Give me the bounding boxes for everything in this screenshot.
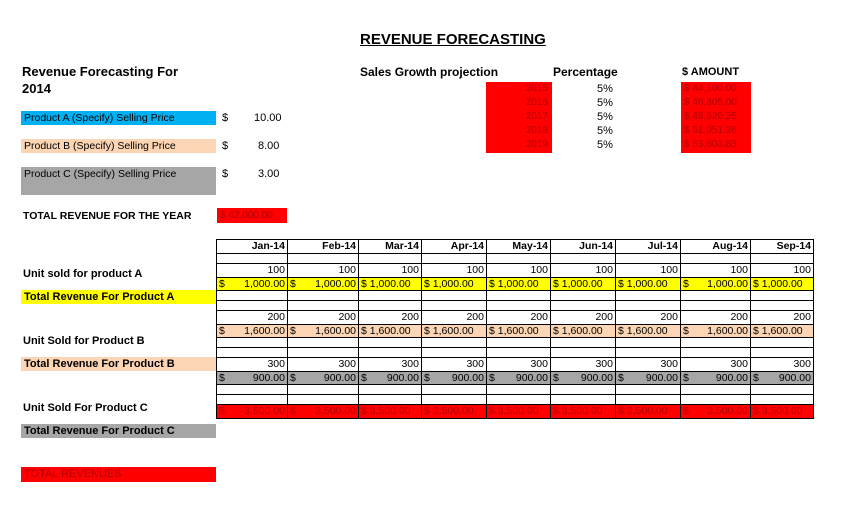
total-all-cell[interactable] bbox=[487, 405, 551, 419]
total-c-cell[interactable] bbox=[288, 372, 359, 385]
empty-cell[interactable] bbox=[751, 338, 814, 348]
growth-year-2017[interactable]: 2017 bbox=[486, 110, 552, 124]
units-c-cell[interactable]: 300 bbox=[422, 358, 487, 372]
cell-amount-part: 900.00 bbox=[252, 372, 285, 384]
units-a-label: Unit sold for product A bbox=[23, 268, 143, 280]
empty-cell[interactable] bbox=[681, 338, 751, 348]
empty-cell[interactable] bbox=[288, 348, 359, 358]
units-c-label: Unit Sold For Product C bbox=[23, 402, 148, 414]
units-a-cell[interactable]: 100 bbox=[422, 264, 487, 278]
cell-amount-part: 1,600.00 bbox=[707, 325, 748, 337]
cell-currency-part: $ 1,000.00 bbox=[361, 278, 411, 290]
empty-cell[interactable] bbox=[616, 348, 681, 358]
empty-cell[interactable] bbox=[487, 291, 551, 301]
empty-cell[interactable] bbox=[422, 291, 487, 301]
empty-cell[interactable] bbox=[288, 338, 359, 348]
cell-currency-part: $ 3,500.00 bbox=[553, 405, 603, 417]
empty-cell[interactable] bbox=[751, 348, 814, 358]
cell-currency-part: $ 1,000.00 bbox=[553, 278, 603, 290]
forecast-heading-line1: Revenue Forecasting For bbox=[22, 64, 179, 79]
empty-cell[interactable] bbox=[217, 254, 288, 264]
total-a-row bbox=[217, 278, 814, 291]
empty-cell[interactable] bbox=[751, 291, 814, 301]
empty-cell[interactable] bbox=[551, 291, 616, 301]
cell-amount-part: 1,600.00 bbox=[244, 325, 285, 337]
product-b-price[interactable]: 8.00 bbox=[258, 140, 280, 152]
cell-currency-part: $ bbox=[489, 372, 495, 384]
empty-cell[interactable] bbox=[422, 385, 487, 395]
units-a-cell[interactable]: 100 bbox=[551, 264, 616, 278]
total-b-cell[interactable] bbox=[288, 325, 359, 338]
empty-cell[interactable] bbox=[616, 291, 681, 301]
empty-cell[interactable] bbox=[217, 338, 288, 348]
units-b-label: Unit Sold for Product B bbox=[23, 335, 145, 347]
cell-amount-part: 900.00 bbox=[515, 372, 548, 384]
cell-currency-part: $ 1,600.00 bbox=[424, 325, 474, 337]
total-b-cell[interactable] bbox=[616, 325, 681, 338]
cell-currency-part: $ bbox=[290, 405, 296, 417]
units-b-cell[interactable]: 200 bbox=[288, 311, 359, 325]
empty-cell[interactable] bbox=[359, 254, 422, 264]
empty-cell[interactable] bbox=[422, 348, 487, 358]
total-all-cell[interactable] bbox=[751, 405, 814, 419]
growth-pct-2018[interactable]: 5% bbox=[597, 125, 613, 137]
units-b-cell[interactable]: 200 bbox=[751, 311, 814, 325]
cell-currency-part: $ bbox=[361, 372, 367, 384]
total-b-cell[interactable] bbox=[751, 325, 814, 338]
total-all-cell[interactable] bbox=[288, 405, 359, 419]
cell-currency-part: $ bbox=[683, 325, 689, 337]
units-a-cell[interactable]: 100 bbox=[288, 264, 359, 278]
total-b-cell[interactable] bbox=[681, 325, 751, 338]
total-b-cell[interactable] bbox=[422, 325, 487, 338]
growth-amount-2016[interactable]: $ 46,305.00 bbox=[681, 96, 751, 110]
total-revenues-label: TOTAL REVENUES bbox=[21, 467, 216, 482]
empty-cell[interactable] bbox=[681, 385, 751, 395]
growth-header-amount: $ AMOUNT bbox=[682, 66, 740, 78]
total-c-cell[interactable] bbox=[616, 372, 681, 385]
empty-cell[interactable] bbox=[359, 338, 422, 348]
units-a-cell[interactable]: 100 bbox=[751, 264, 814, 278]
cell-amount-part: 1,000.00 bbox=[315, 278, 356, 290]
cell-amount-part: 900.00 bbox=[451, 372, 484, 384]
empty-cell[interactable] bbox=[616, 254, 681, 264]
empty-cell[interactable] bbox=[551, 385, 616, 395]
cell-currency-part: $ bbox=[553, 372, 559, 384]
product-a-price-label: Product A (Specify) Selling Price bbox=[21, 111, 216, 125]
cell-currency-part: $ 1,600.00 bbox=[618, 325, 668, 337]
cell-currency-part: $ bbox=[753, 372, 759, 384]
total-a-label: Total Revenue For Product A bbox=[21, 290, 216, 304]
cell-currency-part: $ 3,500.00 bbox=[618, 405, 668, 417]
total-b-cell[interactable] bbox=[551, 325, 616, 338]
cell-amount-part: 3,500.00 bbox=[315, 405, 356, 417]
total-all-cell[interactable] bbox=[616, 405, 681, 419]
growth-year-2019[interactable]: 2019 bbox=[486, 138, 552, 153]
product-c-price-label: Product C (Specify) Selling Price bbox=[21, 167, 216, 195]
total-c-cell[interactable] bbox=[751, 372, 814, 385]
total-revenues-row bbox=[217, 405, 814, 419]
total-all-cell[interactable] bbox=[217, 405, 288, 419]
units-a-cell[interactable]: 100 bbox=[681, 264, 751, 278]
spacer-row bbox=[217, 385, 814, 395]
empty-cell[interactable] bbox=[359, 348, 422, 358]
growth-year-2016[interactable]: 2016 bbox=[486, 96, 552, 110]
cell-currency-part: $ bbox=[683, 278, 689, 290]
units-b-cell[interactable]: 200 bbox=[681, 311, 751, 325]
cell-currency-part: $ bbox=[219, 405, 225, 417]
total-a-cell[interactable] bbox=[217, 278, 288, 291]
cell-currency-part: $ bbox=[290, 372, 296, 384]
total-all-cell[interactable] bbox=[551, 405, 616, 419]
units-c-cell[interactable]: 300 bbox=[751, 358, 814, 372]
cell-currency-part: $ 1,600.00 bbox=[553, 325, 603, 337]
total-a-cell[interactable] bbox=[751, 278, 814, 291]
total-a-cell[interactable] bbox=[487, 278, 551, 291]
cell-currency-part: $ bbox=[219, 278, 225, 290]
empty-cell[interactable] bbox=[217, 348, 288, 358]
total-all-cell[interactable] bbox=[359, 405, 422, 419]
growth-pct-2019[interactable]: 5% bbox=[597, 139, 613, 151]
month-header[interactable]: Aug-14 bbox=[681, 240, 751, 254]
cell-currency-part: $ bbox=[424, 372, 430, 384]
product-c-price[interactable]: 3.00 bbox=[258, 168, 280, 180]
month-header[interactable]: Jan-14 bbox=[217, 240, 288, 254]
product-b-price-label: Product B (Specify) Selling Price bbox=[21, 139, 216, 153]
total-c-cell[interactable] bbox=[217, 372, 288, 385]
growth-year-2018[interactable]: 2018 bbox=[486, 124, 552, 138]
month-header[interactable]: Jul-14 bbox=[616, 240, 681, 254]
units-c-cell[interactable]: 300 bbox=[551, 358, 616, 372]
empty-cell[interactable] bbox=[359, 291, 422, 301]
spacer-row bbox=[217, 291, 814, 301]
cell-currency-part: $ bbox=[290, 278, 296, 290]
cell-currency-part: $ bbox=[219, 372, 225, 384]
units-b-cell[interactable]: 200 bbox=[616, 311, 681, 325]
month-header[interactable]: Feb-14 bbox=[288, 240, 359, 254]
units-c-cell[interactable]: 300 bbox=[681, 358, 751, 372]
total-all-cell[interactable] bbox=[422, 405, 487, 419]
empty-cell[interactable] bbox=[217, 291, 288, 301]
cell-currency-part: $ 1,600.00 bbox=[489, 325, 539, 337]
total-year-value[interactable]: $ 42,000.00 bbox=[217, 208, 287, 223]
spacer-row bbox=[217, 338, 814, 348]
empty-cell[interactable] bbox=[422, 338, 487, 348]
total-a-cell[interactable] bbox=[616, 278, 681, 291]
units-a-cell[interactable]: 100 bbox=[217, 264, 288, 278]
units-c-cell[interactable]: 300 bbox=[359, 358, 422, 372]
empty-cell[interactable] bbox=[217, 301, 288, 311]
cell-currency-part: $ 1,000.00 bbox=[489, 278, 539, 290]
empty-cell[interactable] bbox=[487, 254, 551, 264]
empty-cell[interactable] bbox=[551, 254, 616, 264]
cell-amount-part: 1,000.00 bbox=[707, 278, 748, 290]
spacer-row bbox=[217, 348, 814, 358]
empty-cell[interactable] bbox=[487, 338, 551, 348]
empty-cell[interactable] bbox=[359, 301, 422, 311]
cell-currency-part: $ bbox=[683, 405, 689, 417]
total-a-cell[interactable] bbox=[288, 278, 359, 291]
cell-currency-part: $ bbox=[683, 372, 689, 384]
empty-cell[interactable] bbox=[359, 395, 422, 405]
cell-amount-part: 3,500.00 bbox=[244, 405, 285, 417]
cell-currency-part: $ 1,000.00 bbox=[618, 278, 668, 290]
cell-currency-part: $ 3,500.00 bbox=[753, 405, 803, 417]
empty-cell[interactable] bbox=[487, 301, 551, 311]
cell-amount-part: 900.00 bbox=[645, 372, 678, 384]
empty-cell[interactable] bbox=[616, 301, 681, 311]
total-a-cell[interactable] bbox=[422, 278, 487, 291]
spacer-row bbox=[217, 254, 814, 264]
empty-cell[interactable] bbox=[288, 254, 359, 264]
cell-amount-part: 3,500.00 bbox=[707, 405, 748, 417]
cell-currency-part: $ 3,500.00 bbox=[424, 405, 474, 417]
month-header[interactable]: Sep-14 bbox=[751, 240, 814, 254]
empty-cell[interactable] bbox=[422, 395, 487, 405]
total-b-cell[interactable] bbox=[359, 325, 422, 338]
empty-cell[interactable] bbox=[551, 395, 616, 405]
total-c-cell[interactable] bbox=[359, 372, 422, 385]
units-c-cell[interactable]: 300 bbox=[616, 358, 681, 372]
month-header[interactable]: May-14 bbox=[487, 240, 551, 254]
units-c-cell[interactable]: 300 bbox=[288, 358, 359, 372]
empty-cell[interactable] bbox=[359, 385, 422, 395]
empty-cell[interactable] bbox=[681, 254, 751, 264]
empty-cell[interactable] bbox=[681, 291, 751, 301]
growth-amount-2018[interactable]: $ 51,051.26 bbox=[681, 124, 751, 138]
units-c-cell[interactable]: 300 bbox=[217, 358, 288, 372]
total-a-cell[interactable] bbox=[681, 278, 751, 291]
cell-currency-part: $ 1,000.00 bbox=[424, 278, 474, 290]
empty-cell[interactable] bbox=[487, 348, 551, 358]
empty-cell[interactable] bbox=[422, 254, 487, 264]
units-b-cell[interactable]: 200 bbox=[422, 311, 487, 325]
total-c-cell[interactable] bbox=[551, 372, 616, 385]
units-c-cell[interactable]: 300 bbox=[487, 358, 551, 372]
total-b-cell[interactable] bbox=[487, 325, 551, 338]
cell-currency-part: $ 3,500.00 bbox=[489, 405, 539, 417]
units-b-cell[interactable]: 200 bbox=[217, 311, 288, 325]
cell-amount-part: 1,000.00 bbox=[244, 278, 285, 290]
empty-cell[interactable] bbox=[751, 254, 814, 264]
total-a-cell[interactable] bbox=[551, 278, 616, 291]
units-b-cell[interactable]: 200 bbox=[551, 311, 616, 325]
growth-amount-2017[interactable]: $ 48,620.25 bbox=[681, 110, 751, 124]
empty-cell[interactable] bbox=[681, 301, 751, 311]
units-a-cell[interactable]: 100 bbox=[487, 264, 551, 278]
units-b-cell[interactable]: 200 bbox=[487, 311, 551, 325]
cell-amount-part: 1,600.00 bbox=[315, 325, 356, 337]
empty-cell[interactable] bbox=[616, 338, 681, 348]
empty-cell[interactable] bbox=[681, 348, 751, 358]
forecast-heading-line2: 2014 bbox=[22, 81, 51, 96]
empty-cell[interactable] bbox=[288, 385, 359, 395]
empty-cell[interactable] bbox=[288, 291, 359, 301]
cell-amount-part: 900.00 bbox=[386, 372, 419, 384]
page-title: REVENUE FORECASTING bbox=[360, 31, 546, 48]
total-c-cell[interactable] bbox=[487, 372, 551, 385]
empty-cell[interactable] bbox=[487, 395, 551, 405]
cell-amount-part: 900.00 bbox=[778, 372, 811, 384]
empty-cell[interactable] bbox=[616, 395, 681, 405]
units-a-row bbox=[217, 264, 814, 278]
empty-cell[interactable] bbox=[487, 385, 551, 395]
empty-cell[interactable] bbox=[751, 301, 814, 311]
empty-cell[interactable] bbox=[551, 301, 616, 311]
month-header[interactable]: Apr-14 bbox=[422, 240, 487, 254]
total-b-cell[interactable] bbox=[217, 325, 288, 338]
empty-cell[interactable] bbox=[616, 385, 681, 395]
cell-currency-part: $ bbox=[219, 325, 225, 337]
product-b-currency: $ bbox=[222, 140, 229, 152]
units-b-row bbox=[217, 311, 814, 325]
growth-pct-2017[interactable]: 5% bbox=[597, 111, 613, 123]
cell-currency-part: $ bbox=[290, 325, 296, 337]
month-header-row bbox=[217, 240, 814, 254]
empty-cell[interactable] bbox=[422, 301, 487, 311]
empty-cell[interactable] bbox=[217, 385, 288, 395]
empty-cell[interactable] bbox=[217, 395, 288, 405]
total-b-label: Total Revenue For Product B bbox=[21, 357, 216, 371]
units-a-cell[interactable]: 100 bbox=[616, 264, 681, 278]
cell-currency-part: $ 3,500.00 bbox=[361, 405, 411, 417]
total-c-cell[interactable] bbox=[681, 372, 751, 385]
empty-cell[interactable] bbox=[551, 338, 616, 348]
total-a-cell[interactable] bbox=[359, 278, 422, 291]
total-year-label: TOTAL REVENUE FOR THE YEAR bbox=[23, 210, 192, 222]
spacer-row bbox=[217, 395, 814, 405]
monthly-revenue-grid bbox=[216, 239, 814, 419]
empty-cell[interactable] bbox=[551, 348, 616, 358]
month-header[interactable]: Mar-14 bbox=[359, 240, 422, 254]
growth-year-2015[interactable]: 2015 bbox=[486, 82, 552, 96]
spacer-row bbox=[217, 301, 814, 311]
units-b-cell[interactable]: 200 bbox=[359, 311, 422, 325]
cell-amount-part: 900.00 bbox=[580, 372, 613, 384]
growth-header-percentage: Percentage bbox=[553, 65, 618, 79]
units-c-row bbox=[217, 358, 814, 372]
total-b-row bbox=[217, 325, 814, 338]
growth-pct-2016[interactable]: 5% bbox=[597, 97, 613, 109]
empty-cell[interactable] bbox=[751, 385, 814, 395]
empty-cell[interactable] bbox=[751, 395, 814, 405]
growth-amount-2019[interactable]: $ 53,603.83 bbox=[681, 138, 751, 153]
empty-cell[interactable] bbox=[681, 395, 751, 405]
cell-amount-part: 900.00 bbox=[715, 372, 748, 384]
month-header[interactable]: Jun-14 bbox=[551, 240, 616, 254]
cell-amount-part: 900.00 bbox=[323, 372, 356, 384]
total-all-cell[interactable] bbox=[681, 405, 751, 419]
units-a-cell[interactable]: 100 bbox=[359, 264, 422, 278]
cell-currency-part: $ 1,600.00 bbox=[361, 325, 411, 337]
cell-currency-part: $ bbox=[618, 372, 624, 384]
total-c-cell[interactable] bbox=[422, 372, 487, 385]
cell-currency-part: $ 1,600.00 bbox=[753, 325, 803, 337]
total-c-row bbox=[217, 372, 814, 385]
product-a-price[interactable]: 10.00 bbox=[254, 112, 282, 124]
empty-cell[interactable] bbox=[288, 301, 359, 311]
product-a-currency: $ bbox=[222, 112, 229, 124]
empty-cell[interactable] bbox=[288, 395, 359, 405]
total-c-label: Total Revenue For Product C bbox=[21, 424, 216, 438]
growth-pct-2015[interactable]: 5% bbox=[597, 83, 613, 95]
growth-amount-2015[interactable]: $ 44,100.00 bbox=[681, 82, 751, 96]
growth-header-projection: Sales Growth projection bbox=[360, 65, 499, 79]
cell-currency-part: $ 1,000.00 bbox=[753, 278, 803, 290]
product-c-currency: $ bbox=[222, 168, 229, 180]
